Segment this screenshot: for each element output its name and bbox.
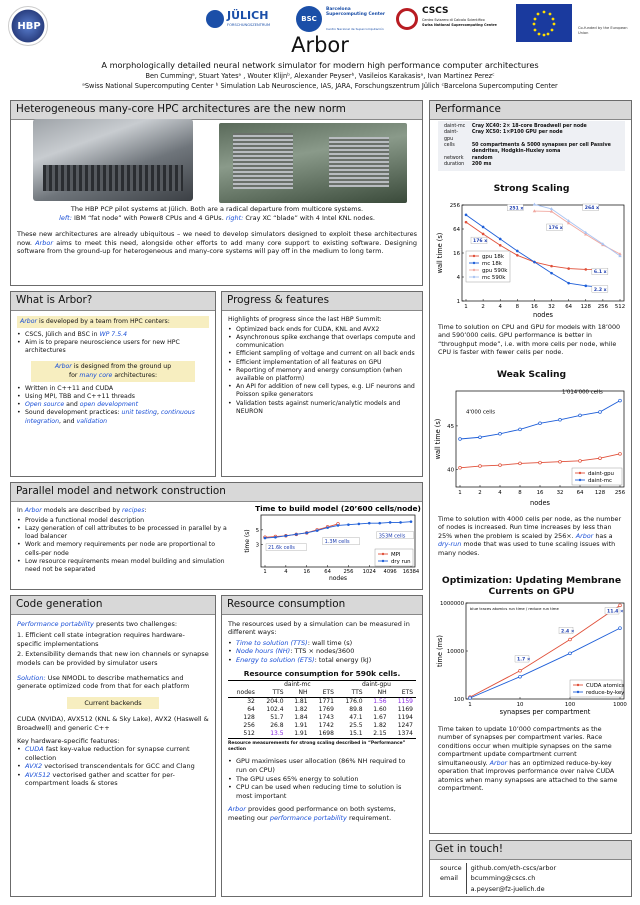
legend-label: CUDA atomics bbox=[586, 683, 625, 689]
table-row bbox=[228, 722, 416, 730]
list-item: • Time to solution (TTS): wall time (s) bbox=[228, 639, 416, 648]
legend-label: mc 590k bbox=[482, 275, 506, 281]
series-1-point bbox=[519, 675, 522, 678]
table-column-header: ETS bbox=[401, 689, 413, 697]
x-tick-label: 1 bbox=[468, 702, 472, 708]
list-item: • Validation tests against numeric/analytic models and NEURON bbox=[228, 400, 416, 416]
legend-marker bbox=[382, 560, 384, 562]
series-1-point bbox=[337, 524, 340, 527]
series-1-point bbox=[584, 285, 587, 288]
table-row bbox=[228, 714, 416, 722]
page-title: Arbor bbox=[291, 33, 349, 57]
series-1-point bbox=[316, 529, 319, 532]
hetero-box bbox=[10, 100, 423, 286]
list-item: • Provide a functional model description bbox=[17, 517, 231, 525]
x-tick-label: 32 bbox=[548, 304, 555, 310]
table-cell: 1247 bbox=[397, 721, 413, 729]
x-tick-label: 1 bbox=[464, 304, 468, 310]
x-tick-label: 64 bbox=[576, 490, 584, 496]
series-0-point bbox=[465, 221, 468, 224]
y-tick-label: 45 bbox=[447, 423, 454, 430]
contact-table bbox=[436, 863, 560, 895]
params-table-box bbox=[438, 121, 625, 171]
build-chart bbox=[243, 503, 421, 589]
series-2-line bbox=[534, 211, 620, 254]
table-cell: 1.67 bbox=[373, 714, 387, 722]
series-1-point bbox=[274, 536, 277, 539]
series-1-point bbox=[569, 652, 572, 655]
what-box bbox=[10, 291, 216, 477]
param-key: duration bbox=[444, 161, 465, 167]
y-tick-label: 1000000 bbox=[439, 601, 464, 607]
series-0-point bbox=[619, 452, 622, 455]
performance-box bbox=[429, 100, 632, 834]
series-0-point bbox=[519, 669, 522, 672]
table-cell: 1743 bbox=[318, 714, 334, 722]
series-1-point bbox=[264, 537, 267, 540]
series-1-point bbox=[579, 414, 582, 417]
x-tick-label: 4096 bbox=[383, 569, 397, 575]
list-item: • Reporting of memory and energy consumption (when available on platform) bbox=[228, 367, 416, 383]
y-tick-label: 100 bbox=[453, 697, 464, 703]
series-1-point bbox=[619, 627, 622, 630]
annotation-label: 2.2 x bbox=[593, 287, 607, 293]
legend-marker bbox=[473, 255, 475, 257]
x-tick-label: 256 bbox=[597, 304, 609, 310]
strong-chart bbox=[432, 197, 630, 323]
list-item: • Aim is to prepare neuroscience users for new HPC architectures bbox=[17, 339, 209, 355]
x-tick-label: 512 bbox=[614, 304, 626, 310]
hetero-paragraph: These new architectures are already ubiquitous – we need to develop simulators designed to exploit these architectures now. Arbor aims to meet this need, alongside other efforts to add many core support to existing software. Designing software from the ground-up for heterogeneous and many-core systems will pay off in the medium to long term. bbox=[17, 230, 417, 256]
table-column-header: NH bbox=[377, 689, 387, 697]
param-row bbox=[441, 143, 622, 156]
hetero-title: Heterogeneous many-core HPC architectures are the new norm bbox=[11, 101, 422, 120]
opt-text: Time taken to update 10’000 compartments as the number of synapses per compartment varies. Race conditions occur when multiple synapses on the same compartment update compartment current simultaneously. Arbor has an optimized reduce-by-key operation that improves performance over naive CUDA atomics when many synapses are attached to the same compartment. bbox=[438, 725, 618, 793]
table-cell: 2.15 bbox=[373, 729, 387, 737]
x-axis-label: nodes bbox=[328, 575, 348, 582]
list-item: • GPU maximises user allocation (86% NH required to run on CPU) bbox=[228, 757, 416, 774]
y-tick-label: 40 bbox=[447, 467, 454, 474]
table-cell: 204.0 bbox=[266, 698, 284, 706]
y-axis-label: wall time (s) bbox=[436, 232, 444, 274]
series-0-point bbox=[567, 267, 570, 270]
table-cell: 1.82 bbox=[294, 706, 308, 714]
progress-intro: Highlights of progress since the last HBP Summit: bbox=[228, 315, 382, 323]
series-1-point bbox=[619, 399, 622, 402]
series-1-point bbox=[516, 250, 519, 253]
legend-marker bbox=[579, 472, 581, 474]
build-chart-title: Time to build model (20’600 cells/node) bbox=[255, 504, 421, 513]
page-subtitle: A morphologically detailed neural network simulator for modern high performance computer architectures bbox=[101, 60, 539, 70]
table-note: Resource measurements for strong scaling described in “Performance” section bbox=[228, 740, 406, 752]
contact-value[interactable]: bcumming@cscs.ch bbox=[466, 873, 560, 884]
series-1-point bbox=[389, 521, 392, 524]
list-item: • Open source and open development bbox=[17, 401, 209, 409]
y-tick-label: 3 bbox=[255, 542, 259, 549]
x-tick-label: 128 bbox=[580, 304, 591, 310]
legend-marker bbox=[577, 684, 579, 686]
table-row bbox=[228, 730, 416, 738]
list-item: 2. Extensibility demands that new ion channels or synapse models can be provided by simulator users bbox=[17, 650, 209, 668]
series-0-point bbox=[559, 460, 562, 463]
y-tick-label: 4 bbox=[456, 275, 460, 281]
x-tick-label: 16 bbox=[536, 490, 544, 496]
resource-title: Resource consumption bbox=[222, 596, 422, 615]
param-value: 200 ms bbox=[471, 161, 492, 167]
x-tick-label: 64 bbox=[324, 569, 331, 575]
x-tick-label: 4 bbox=[284, 569, 288, 575]
series-1-point bbox=[599, 411, 602, 414]
contact-key bbox=[436, 884, 466, 895]
list-item: • Efficient sampling of voltage and current on all back ends bbox=[228, 350, 416, 358]
x-tick-label: 2 bbox=[478, 490, 482, 496]
team-highlight: Arbor is developed by a team from HPC centers: bbox=[17, 316, 209, 328]
y-axis-label: wall time (s) bbox=[434, 418, 442, 460]
strong-text: Time to solution on CPU and GPU for models with 18’000 and 590’000 cells. GPU performance is better in “throughput mode”, i.e. with more cells per node, while CPU is faster with fewer cells per node. bbox=[438, 323, 621, 357]
series-1-point bbox=[559, 418, 562, 421]
x-tick-label: 128 bbox=[594, 490, 606, 496]
table-row bbox=[228, 706, 416, 714]
affiliations: ᵃSwiss National Supercomputing Center ᵇ Simulation Lab Neuroscience, IAS, JARA, Forschungszentrum Jülich ᶜBarcelona Supercomputing Center bbox=[82, 82, 558, 90]
table-cell: 1.60 bbox=[373, 706, 387, 714]
series-0-point bbox=[519, 462, 522, 465]
julich-logo: JÜLICH FORSCHUNGSZENTRUM bbox=[206, 8, 278, 36]
annotation-label: 264 x bbox=[584, 206, 599, 211]
table-cell: 1698 bbox=[318, 729, 334, 737]
series-1-point bbox=[326, 526, 329, 529]
table-column-header: nodes bbox=[236, 689, 255, 697]
series-1-point bbox=[358, 523, 361, 526]
codegen-title: Code generation bbox=[11, 596, 215, 615]
ibm-node-image bbox=[33, 119, 193, 201]
series-0-point bbox=[599, 457, 602, 460]
backends-text: CUDA (NVIDA), AVX512 (KNL & Sky Lake), AVX2 (Haswell & Broadwell) and generic C++ bbox=[17, 715, 209, 732]
contact-box bbox=[429, 840, 632, 897]
x-tick-label: 8 bbox=[515, 304, 520, 310]
annotation-label: 2.4 × bbox=[561, 629, 575, 635]
series-1-point bbox=[469, 697, 472, 700]
table-cell: 1769 bbox=[318, 706, 334, 714]
series-0-point bbox=[516, 254, 519, 257]
list-item: • Asynchronous spike exchange that overlaps compute and communication bbox=[228, 334, 416, 350]
parallel-box bbox=[10, 482, 423, 590]
design-highlight: Arbor is designed from the ground up for many core architectures: bbox=[31, 361, 195, 381]
legend-label: reduce-by-key bbox=[586, 690, 625, 696]
cray-blade-image bbox=[219, 123, 407, 203]
legend-marker bbox=[473, 262, 475, 264]
hetero-caption-2: left: IBM “fat node” with Power8 CPUs and 4 GPUs. right: Cray XC “blade” with 4 Intel KNL nodes. bbox=[59, 213, 375, 222]
param-key: network bbox=[444, 155, 464, 161]
progress-title: Progress & features bbox=[222, 292, 422, 311]
series-1-point bbox=[567, 282, 570, 285]
param-value: random bbox=[471, 155, 493, 161]
series-1-point bbox=[285, 535, 288, 538]
list-item: • Sound development practices: unit testing, continuous integration, and validation bbox=[17, 409, 209, 425]
authors: Ben Cummingᵃ, Stuart Yatesᵃ , Wouter Klijnᵇ, Alexander Peyserᵇ, Vasileios Karakasisᵃ, Ivan Martinez Perezᶜ bbox=[145, 72, 495, 80]
table-cell: 51.7 bbox=[270, 714, 284, 722]
list-item: • The GPU uses 65% energy to solution bbox=[228, 775, 416, 784]
table-cell: 1.81 bbox=[294, 698, 308, 706]
series-3-point bbox=[533, 203, 536, 206]
series-1-line bbox=[460, 401, 620, 439]
y-tick-label: 10000 bbox=[446, 649, 464, 655]
table-cell: 1.91 bbox=[294, 729, 308, 737]
contact-row bbox=[436, 884, 560, 895]
table-column-header: ETS bbox=[322, 689, 334, 697]
legend-marker bbox=[577, 691, 579, 693]
annotation-label: 251 x bbox=[509, 206, 524, 212]
table-cell: 1194 bbox=[397, 714, 413, 722]
table-cell: 89.8 bbox=[349, 706, 363, 714]
what-title: What is Arbor? bbox=[11, 292, 215, 311]
annotation-label: 11.4 × bbox=[607, 609, 624, 615]
annotation-label: 4'000 cells bbox=[466, 409, 495, 416]
header bbox=[0, 0, 640, 98]
backends-highlight: Current backends bbox=[67, 697, 159, 710]
y-tick-label: 5 bbox=[255, 527, 259, 534]
series-0-point bbox=[459, 466, 462, 469]
param-value: Cray XC50: 1×P100 GPU per node bbox=[471, 130, 563, 136]
annotation-label: 21.6k cells bbox=[268, 545, 295, 552]
contact-title: Get in touch! bbox=[430, 841, 631, 860]
table-cell: 32 bbox=[247, 698, 255, 706]
table-cell: 1.84 bbox=[294, 714, 308, 722]
table-cell: 1.82 bbox=[373, 721, 387, 729]
series-0-point bbox=[550, 265, 553, 268]
x-tick-label: 1 bbox=[263, 569, 267, 575]
legend-label: daint-mc bbox=[588, 478, 612, 484]
series-0-point bbox=[584, 268, 587, 271]
series-1-point bbox=[499, 238, 502, 241]
progress-box bbox=[221, 291, 423, 477]
legend-marker bbox=[579, 479, 581, 481]
y-axis-label: time (s) bbox=[244, 529, 251, 553]
parallel-title: Parallel model and network construction bbox=[11, 483, 422, 502]
annotation-label: 176 x bbox=[548, 226, 563, 231]
series-1-point bbox=[305, 532, 308, 535]
table-cell: 25.5 bbox=[349, 721, 363, 729]
hbp-logo: HBP bbox=[8, 6, 48, 46]
contact-row bbox=[436, 873, 560, 884]
resource-box: Resource consumption The resources used by a simulation can be measured in different ways: • Time to solution (TTS): wall time (s) • Node hours (NH): TTS × nodes/3600 • Energy to solution (ETS): total energy (kJ) Resource consumption for 590k cells. daint-mc daint-gpu nodes TTS NH ETS TTS NH ETS 32 204.0 1.81 1771 176.0 1.56 1159 64 102.4 1.82 1769 89.8 1.60 1169 128 51.7 1.84 1743 47.1 1.67 1194 256 26.8 1.91 1742 25.5 1.82 1247 512 13.5 1.91 1698 15.1 2.15 1374 Resource measurements for strong scaling described in “Performance” section • GPU maximises user allocation (86% NH required to run on CPU) • The GPU uses 65% energy to solution • CPU can be used when reducing time to solution is most important Arbor provides good performance on both systems, meeting our performance portability requirement. bbox=[221, 595, 423, 897]
cscs-logo: CSCS Centro Svizzero di Calcolo Scientifico Swiss National Supercomputing Centre bbox=[396, 6, 508, 40]
x-tick-label: 16384 bbox=[402, 569, 420, 575]
series-0-point bbox=[579, 459, 582, 462]
resource-table: daint-mc daint-gpu nodes TTS NH ETS TTS NH ETS 32 204.0 1.81 1771 176.0 1.56 1159 64 102.4 1.82 1769 89.8 1.60 1169 128 51.7 1.84 1743 47.1 1.67 1194 256 26.8 1.91 1742 25.5 1.82 1247 512 13.5 1.91 1698 15.1 2.15 1374 bbox=[228, 680, 416, 738]
y-axis-label: time (ms) bbox=[436, 635, 444, 667]
table-cell: 64 bbox=[247, 706, 255, 714]
param-row bbox=[441, 162, 622, 168]
legend-label: dry run bbox=[391, 559, 411, 565]
x-tick-label: 16 bbox=[531, 304, 538, 310]
x-tick-label: 256 bbox=[343, 569, 354, 575]
x-axis-label: nodes bbox=[533, 311, 553, 319]
list-item: • Optimized back ends for CUDA, KNL and AVX2 bbox=[228, 326, 416, 334]
annotation-label: 1.3M cells bbox=[324, 539, 350, 546]
list-item: • AVX512 vectorised gather and scatter for per-compartment loads & stores bbox=[17, 771, 209, 788]
series-1-point bbox=[479, 436, 482, 439]
y-tick-label: 256 bbox=[449, 203, 460, 209]
series-1-point bbox=[539, 422, 542, 425]
contact-row bbox=[436, 863, 560, 874]
series-0-point bbox=[619, 604, 622, 607]
list-item: • Efficient implementation of all features on GPU bbox=[228, 359, 416, 367]
series-0-point bbox=[539, 461, 542, 464]
series-1-point bbox=[378, 522, 381, 525]
series-1-point bbox=[295, 533, 298, 536]
series-0-point bbox=[479, 465, 482, 468]
list-item: • Low resource requirements mean model building and simulation need not be separated bbox=[17, 558, 231, 574]
legend-marker bbox=[382, 553, 384, 555]
x-axis-label: nodes bbox=[530, 499, 550, 507]
strong-chart-title: Strong Scaling bbox=[493, 183, 570, 194]
table-cell: 1742 bbox=[318, 721, 334, 729]
list-item: • Energy to solution (ETS): total energy (kJ) bbox=[228, 656, 416, 665]
hetero-caption-1: The HBP PCP pilot systems at Jülich. Both are a radical departure from multicore systems. bbox=[70, 205, 364, 213]
legend-label: gpu 18k bbox=[482, 254, 504, 260]
series-0-point bbox=[569, 638, 572, 641]
table-cell: 13.5 bbox=[270, 729, 284, 737]
table-cell: 512 bbox=[243, 729, 255, 737]
resource-table-title: Resource consumption for 590k cells. bbox=[243, 668, 401, 678]
table-cell: 176.0 bbox=[345, 698, 363, 706]
list-item: • Lazy generation of cell attributes to be processed in parallel by a load balancer bbox=[17, 525, 231, 541]
series-0-point bbox=[482, 233, 485, 236]
x-tick-label: 10 bbox=[516, 702, 524, 708]
x-tick-label: 64 bbox=[565, 304, 573, 310]
list-item: • Node hours (NH): TTS × nodes/3600 bbox=[228, 647, 416, 656]
table-column-header: NH bbox=[298, 689, 308, 697]
legend-label: mc 18k bbox=[482, 261, 502, 267]
legend-note: blue traces atomics run time / reduce run time bbox=[470, 606, 559, 611]
table-cell: 1.56 bbox=[373, 698, 387, 706]
list-item: • CUDA fast key-value reduction for synapse current collection bbox=[17, 745, 209, 762]
y-tick-label: 1 bbox=[456, 299, 460, 305]
x-tick-label: 100 bbox=[564, 702, 576, 708]
legend-marker bbox=[473, 276, 475, 278]
series-1-point bbox=[550, 272, 553, 275]
features-label: Key hardware-specific features: bbox=[17, 736, 120, 745]
table-cell: 1159 bbox=[397, 698, 413, 706]
bsc-logo: BSC Barcelona Supercomputing Center Centro Nacional de Supercomputación bbox=[296, 6, 388, 38]
series-1-point bbox=[499, 432, 502, 435]
opt-chart-title: Optimization: Updating Membrane Currents on GPU bbox=[441, 575, 622, 598]
series-1-point bbox=[368, 522, 371, 525]
param-key: daint-gpu bbox=[444, 130, 458, 142]
weak-chart-title: Weak Scaling bbox=[496, 369, 567, 380]
x-tick-label: 1000 bbox=[613, 702, 627, 708]
param-row bbox=[441, 130, 622, 143]
x-tick-label: 8 bbox=[518, 490, 522, 496]
param-value: 50 compartments & 5000 synapses per cell Passive dendrites, Hodgkin-Huxley soma bbox=[471, 142, 611, 155]
param-key: cells bbox=[444, 142, 455, 148]
table-cell: 47.1 bbox=[349, 714, 363, 722]
legend-label: MPI bbox=[391, 552, 401, 558]
annotation-label: 1'014'000 cells bbox=[562, 389, 603, 396]
list-item: 1. Efficient cell state integration requires hardware-specific implementations bbox=[17, 631, 185, 648]
params-table bbox=[441, 124, 622, 168]
contact-key: source bbox=[440, 863, 462, 872]
table-cell: 15.1 bbox=[349, 729, 363, 737]
series-1-point bbox=[347, 523, 350, 526]
annotation-label: 353M cells bbox=[378, 533, 406, 540]
table-cell: 1771 bbox=[318, 698, 334, 706]
list-item: • Using MPI, TBB and C++11 threads bbox=[17, 393, 209, 401]
x-tick-label: 4 bbox=[498, 490, 502, 496]
list-item: • An API for addition of new cell types, e.g. LIF neurons and Poisson spike generators bbox=[228, 383, 416, 399]
legend-label: daint-gpu bbox=[588, 471, 614, 477]
table-column-header: TTS bbox=[351, 689, 363, 697]
table-cell: 102.4 bbox=[266, 706, 284, 714]
weak-chart bbox=[432, 383, 630, 513]
parallel-intro: In Arbor models are described by recipes: bbox=[17, 506, 147, 514]
annotation-label: 6.1 x bbox=[593, 270, 607, 276]
series-1-point bbox=[519, 428, 522, 431]
table-column-header: TTS bbox=[272, 689, 284, 697]
series-1-point bbox=[465, 214, 468, 217]
x-tick-label: 2 bbox=[481, 304, 485, 310]
x-tick-label: 1 bbox=[458, 490, 462, 496]
x-tick-label: 4 bbox=[498, 304, 502, 310]
weak-text: Time to solution with 4000 cells per node, as the number of nodes is increased. Run time increases by less than 25% when the problem is scaled by 256×. Arbor has a dry-run mode that was used to tune scaling issues with many nodes. bbox=[438, 515, 622, 557]
table-cell: 1169 bbox=[397, 706, 413, 714]
y-tick-label: 64 bbox=[453, 227, 460, 233]
series-1-point bbox=[410, 520, 413, 523]
legend-label: gpu 590k bbox=[482, 268, 508, 274]
param-key: daint-mc bbox=[444, 124, 466, 129]
annotation-label: 176 x bbox=[473, 239, 488, 245]
series-1-point bbox=[482, 226, 485, 229]
performance-title: Performance bbox=[430, 101, 631, 120]
contact-key: email bbox=[440, 874, 458, 883]
y-tick-label: 16 bbox=[453, 251, 460, 257]
series-1-point bbox=[533, 261, 536, 264]
list-item: • CPU can be used when reducing time to solution is most important bbox=[228, 783, 416, 800]
annotation-label: 1.7 × bbox=[517, 657, 531, 663]
table-cell: 1.91 bbox=[294, 721, 308, 729]
series-1-point bbox=[459, 438, 462, 441]
x-tick-label: 16 bbox=[303, 569, 311, 575]
eu-note: Co-funded by the European Union bbox=[578, 26, 628, 35]
list-item: • CSCS, Jülich and BSC in WP 7.5.4 bbox=[17, 331, 209, 339]
opt-chart bbox=[432, 599, 630, 723]
x-axis-label: synapses per compartment bbox=[499, 708, 591, 716]
list-item: • AVX2 vectorised transcendentals for GCC and Clang bbox=[17, 762, 209, 771]
contact-value[interactable]: github.com/eth-cscs/arbor bbox=[466, 863, 560, 874]
series-0-point bbox=[499, 244, 502, 247]
series-1-point bbox=[399, 521, 402, 524]
table-cell: 26.8 bbox=[270, 721, 284, 729]
contact-value[interactable]: a.peyser@fz-juelich.de bbox=[466, 884, 560, 895]
legend-marker bbox=[473, 269, 475, 271]
x-tick-label: 256 bbox=[614, 490, 626, 496]
series-0-point bbox=[499, 464, 502, 467]
table-row bbox=[228, 698, 416, 706]
table-cell: 1374 bbox=[397, 729, 413, 737]
list-item: • Written in C++11 and CUDA bbox=[17, 385, 209, 393]
x-tick-label: 32 bbox=[556, 490, 564, 496]
list-item: • Work and memory requirements per node are proportional to cells-per node bbox=[17, 541, 231, 557]
param-value: Cray XC40: 2× 18-core Broadwell per node bbox=[471, 124, 587, 129]
x-tick-label: 1024 bbox=[362, 569, 376, 575]
codegen-box: Code generation Performance portability presents two challenges: 1. Efficient cell state integration requires hardware-specific implementations 2. Extensibility demands that new ion channels or synapse models can be provided by simulator users Solution: Use NMODL to describe mathematics and generate optimized code from that for each platform Current backends CUDA (NVIDA), AVX512 (KNL & Sky Lake), AVX2 (Haswell & Broadwell) and generic C++ Key hardware-specific features: • CUDA fast key-value reduction for synapse current collection • AVX2 vectorised transcendentals for GCC and Clang • AVX512 vectorised gather and scatter for per-compartment loads & stores bbox=[10, 595, 216, 897]
table-cell: 256 bbox=[243, 721, 255, 729]
table-cell: 128 bbox=[243, 714, 255, 722]
